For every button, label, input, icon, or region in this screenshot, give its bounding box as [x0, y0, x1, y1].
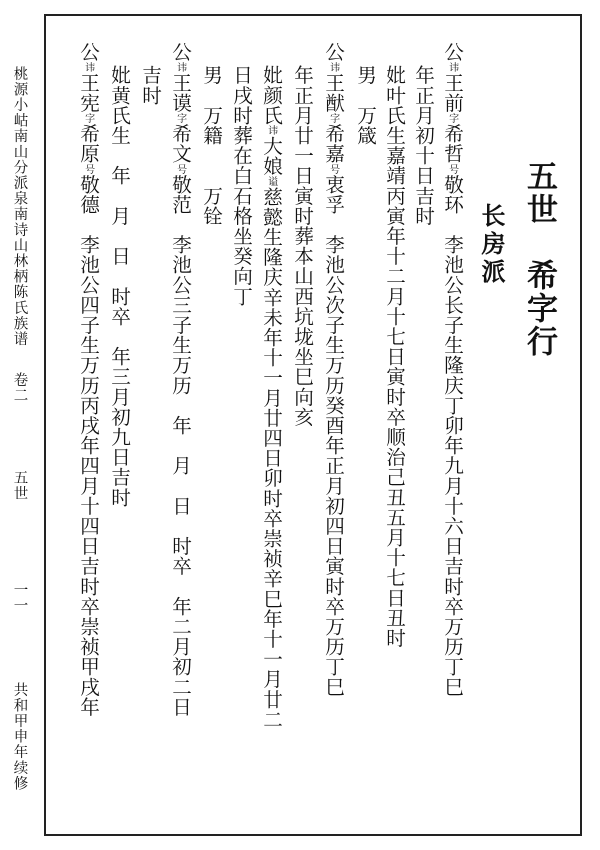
wife-name: 妣颜氏 [259, 65, 283, 126]
person-name: 王宪 [76, 72, 100, 113]
sons-list: 男 万箴 [353, 65, 377, 146]
text-column: 年正月初十日吉时 [411, 65, 435, 226]
honorific: 公 [440, 42, 464, 63]
text-column: 妣叶氏生嘉靖丙寅年十二月十七日寅时卒顺治己丑五月十七日丑时 [382, 65, 406, 648]
art-name-marker: 号 [82, 163, 94, 175]
posthumous-name-marker: 谥 [265, 176, 277, 187]
taboo-name-marker: 讳 [265, 125, 277, 136]
branch-heading: 长房派 [477, 203, 506, 287]
honorific: 公 [76, 42, 100, 63]
taboo-name-marker: 讳 [174, 62, 186, 73]
entry-wang-mo-line [170, 42, 190, 717]
volume-label: 卷二 [11, 372, 28, 404]
text-column: 妣黄氏生 年 月 日 时卒 年三月初九日吉时 [107, 65, 131, 508]
entry-wang-xian-line [78, 42, 98, 717]
text-column: 日戌时葬在白石格坐癸向丁 [229, 65, 253, 307]
text-column: 吉时 [138, 65, 162, 106]
entry-wang-you-line [323, 42, 343, 697]
taboo-name-marker: 讳 [82, 62, 94, 73]
courtesy-name-marker: 字 [446, 112, 458, 124]
given-name: 大娘 [259, 135, 283, 177]
art-name-marker: 号 [327, 163, 339, 175]
sons-list: 男 万籍 万铨 [199, 65, 223, 226]
courtesy-name: 希嘉 [321, 123, 345, 164]
entry-text: 敬范 李池公三子生万历 年 月 日 时卒 年二月初二日 [168, 174, 192, 717]
edition-label: 共和甲申年续修 [11, 682, 28, 792]
courtesy-name-marker: 字 [174, 112, 186, 124]
person-name: 王前 [440, 72, 464, 113]
entry-text: 衷孚 李池公次子生万历癸酉年正月初四日寅时卒万历丁巳 [321, 174, 345, 697]
taboo-name-marker: 讳 [327, 62, 339, 73]
generation-title: 五世 希字行 [521, 160, 557, 358]
courtesy-name-marker: 字 [327, 112, 339, 124]
entry-text: 慈懿生隆庆辛未年十一月廿四日卯时卒崇祯辛巳年十一月廿二 [259, 186, 283, 730]
book-title: 桃源小岵南山分派泉南诗山林柄陈氏族谱 [11, 66, 28, 347]
person-name: 王谟 [168, 72, 192, 113]
page-number: 一一 [11, 582, 28, 614]
entry-text: 敬德 李池公四子生万历丙戌年四月十四日吉时卒崇祯甲戌年 [76, 174, 100, 717]
wife-entry-line [261, 65, 281, 729]
honorific: 公 [168, 42, 192, 63]
courtesy-name-marker: 字 [82, 112, 94, 124]
entry-text: 敬环 李池公长子生隆庆丁卯年九月十六日吉时卒万历丁巳 [440, 174, 464, 697]
side-generation: 五世 [11, 470, 28, 502]
courtesy-name: 希哲 [440, 123, 464, 164]
courtesy-name: 希原 [76, 123, 100, 164]
courtesy-name: 希文 [168, 123, 192, 164]
text-column: 年正月廿一日寅时葬本山西坑垅坐巳向亥 [290, 65, 314, 427]
person-name: 王猷 [321, 72, 345, 113]
honorific: 公 [321, 42, 345, 63]
art-name-marker: 号 [446, 163, 458, 175]
art-name-marker: 号 [174, 163, 186, 175]
entry-wang-qian-line [442, 42, 462, 697]
taboo-name-marker: 讳 [446, 62, 458, 73]
